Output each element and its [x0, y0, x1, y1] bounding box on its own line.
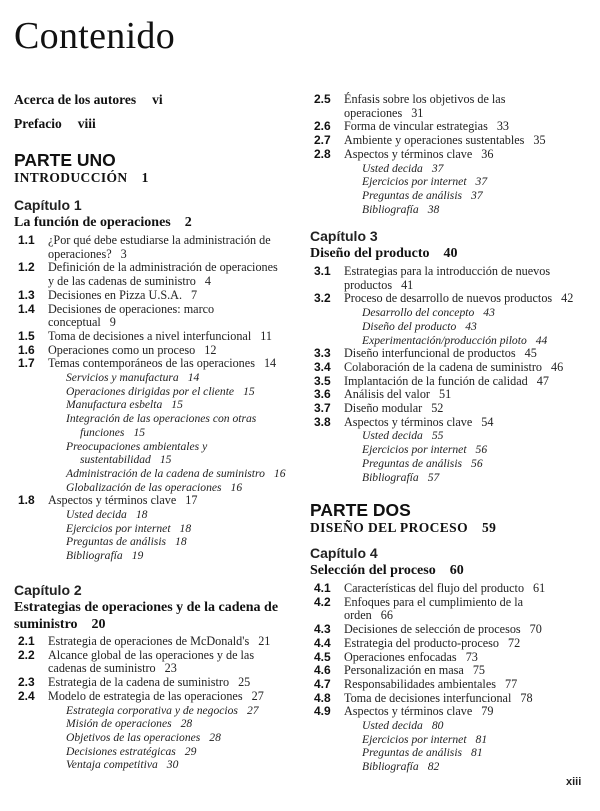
section-title: Temas contemporáneos de las operaciones [48, 356, 255, 371]
section-title-cont: operaciones? [48, 246, 112, 261]
section-page: 42 [561, 291, 574, 306]
subsection-entry[interactable] [310, 203, 595, 217]
section-title: Estrategias para la introducción de nuevos [344, 264, 551, 278]
section-page: 75 [472, 663, 485, 678]
section-entry[interactable] [14, 494, 302, 508]
section-title-cont: y de las cadenas de suministro [48, 274, 196, 289]
subsection-entry[interactable] [14, 758, 302, 772]
part-heading: PARTE DOS [310, 500, 411, 520]
section-number: 1.5 [18, 328, 35, 343]
subsection-title: Ejercicios por internet [362, 175, 467, 189]
subsection-title: Ejercicios por internet [362, 732, 467, 746]
subsection-entry[interactable] [14, 522, 302, 536]
subsection-title: Ejercicios por internet [66, 521, 171, 535]
section-number: 3.5 [314, 373, 331, 388]
section-page: 51 [438, 387, 452, 402]
subsection-page: 81 [471, 746, 483, 760]
section-number: 3.2 [314, 291, 331, 306]
subsection-page: 56 [475, 443, 488, 457]
section-entry[interactable] [14, 234, 302, 261]
toc-entry-acerca-de-los-autores[interactable] [14, 92, 302, 108]
section-number: 4.5 [314, 649, 331, 664]
subsection-entry[interactable] [14, 745, 302, 759]
subsection-title-cont: sustentabilidad [80, 453, 151, 467]
entry-title: Acerca de los autores [14, 92, 137, 107]
section-page: 33 [496, 119, 510, 134]
section-page: 11 [260, 328, 272, 343]
section-title: Proceso de desarrollo de nuevos productos [344, 291, 553, 306]
subsection-entry[interactable] [14, 717, 302, 731]
subsection-entry[interactable] [14, 440, 302, 467]
chapter-2 [14, 582, 302, 772]
chapter-title[interactable] [310, 245, 595, 262]
subsection-entry[interactable] [310, 471, 595, 485]
section-title: Aspectos y términos clave [344, 414, 473, 429]
part-title-text: INTRODUCCIÓN [14, 170, 128, 185]
section-title: Responsabilidades ambientales [344, 676, 496, 691]
subsection-page: 43 [483, 306, 495, 320]
subsection-page: 18 [179, 521, 192, 535]
subsection-title: Ventaja competitiva [66, 758, 158, 772]
page-number: xiii [566, 776, 582, 788]
section-number: 3.8 [314, 414, 331, 429]
chapter-title-text: La función de operaciones [14, 215, 171, 230]
section-title-cont: operaciones [344, 105, 403, 120]
section-number: 1.3 [18, 287, 35, 302]
subsection-title: Usted decida [362, 161, 423, 175]
subsection-title: Usted decida [362, 429, 423, 443]
section-page: 27 [251, 688, 264, 703]
section-entry[interactable] [14, 289, 302, 303]
section-entry[interactable] [310, 134, 595, 148]
section-page: 61 [533, 581, 546, 595]
section-page: 78 [520, 690, 533, 705]
subsection-page: 44 [535, 333, 548, 347]
subsection-page: 38 [427, 202, 440, 216]
section-number: 2.2 [18, 647, 35, 662]
section-title-cont: productos [344, 277, 393, 292]
section-page: 41 [401, 277, 414, 292]
section-entry[interactable] [310, 637, 595, 651]
section-number: 1.8 [18, 493, 35, 508]
section-title: Colaboración de la cadena de suministro [344, 359, 542, 374]
section-entry[interactable] [310, 623, 595, 637]
section-entry[interactable] [310, 120, 595, 134]
section-page: 17 [185, 493, 198, 508]
subsection-page: 15 [159, 453, 172, 467]
subsection-entry[interactable] [310, 175, 595, 189]
subsection-entry[interactable] [310, 443, 595, 457]
subsection-page: 27 [246, 703, 259, 717]
section-page: 35 [533, 133, 546, 148]
section-entry[interactable] [14, 676, 302, 690]
chapter-4 [310, 545, 595, 774]
chapter-title-text: Selección del proceso [310, 563, 436, 578]
chapter-title[interactable] [14, 599, 302, 633]
section-title: Modelo de estrategia de las operaciones [48, 688, 243, 703]
section-entry[interactable] [310, 402, 595, 416]
part-heading: PARTE UNO [14, 150, 116, 170]
subsection-page: 14 [187, 371, 200, 385]
subsection-entry[interactable] [14, 704, 302, 718]
subsection-entry[interactable] [14, 371, 302, 385]
section-title-cont: cadenas de suministro [48, 661, 156, 676]
section-entry[interactable] [14, 357, 302, 371]
section-title: Forma de vincular estrategias [344, 119, 488, 134]
chapter-2-continued [310, 93, 595, 216]
section-number: 2.6 [314, 119, 331, 134]
subsection-title: Preocupaciones ambientales y [66, 439, 208, 453]
section-title: Operaciones como un proceso [48, 342, 196, 357]
part-title-text: DISEÑO DEL PROCESO [310, 520, 468, 535]
section-page: 47 [536, 373, 549, 388]
subsection-title-cont: funciones [80, 425, 125, 439]
section-number: 1.6 [18, 342, 35, 357]
section-page: 9 [109, 315, 116, 330]
section-entry[interactable] [310, 148, 595, 162]
subsection-page: 30 [166, 758, 179, 772]
section-title: Decisiones en Pizza U.S.A. [48, 287, 183, 302]
section-page: 4 [204, 274, 211, 289]
section-page: 77 [504, 676, 518, 691]
chapter-title-text: Estrategias de operaciones y de la cadena de [14, 600, 279, 615]
subsection-title: Integración de las operaciones con otras [66, 412, 257, 426]
section-number: 1.2 [18, 260, 35, 275]
subsection-entry[interactable] [310, 760, 595, 774]
subsection-title: Decisiones estratégicas [66, 744, 176, 758]
entry-title: Prefacio [14, 116, 62, 131]
section-entry[interactable] [310, 692, 595, 706]
section-page: 14 [263, 356, 277, 371]
subsection-title: Manufactura esbelta [66, 398, 163, 412]
section-title: Ambiente y operaciones sustentables [344, 133, 525, 148]
subsection-title: Preguntas de análisis [362, 456, 463, 470]
subsection-title: Servicios y manufactura [66, 371, 179, 385]
section-title: Diseño interfuncional de productos [344, 346, 516, 361]
subsection-entry[interactable] [310, 733, 595, 747]
part-dos[interactable] [310, 501, 595, 536]
section-title: Alcance global de las operaciones y de las [48, 647, 255, 662]
section-page: 3 [120, 246, 127, 261]
chapter-label: Capítulo 4 [310, 545, 378, 561]
section-title-cont: orden [344, 608, 372, 623]
section-entry[interactable] [14, 344, 302, 358]
subsection-title: Bibliografía [362, 202, 419, 216]
section-page: 73 [465, 649, 478, 664]
subsection-page: 16 [273, 466, 286, 480]
section-number: 4.6 [314, 663, 331, 678]
section-number: 3.1 [314, 264, 331, 278]
subsection-entry[interactable] [310, 189, 595, 203]
section-number: 3.6 [314, 387, 331, 402]
subsection-page: 57 [427, 470, 440, 484]
section-title: ¿Por qué debe estudiarse la administración de [48, 233, 271, 247]
subsection-title: Preguntas de análisis [362, 188, 463, 202]
subsection-entry[interactable] [310, 334, 595, 348]
subsection-entry[interactable] [14, 508, 302, 522]
subsection-entry[interactable] [310, 320, 595, 334]
subsection-title: Bibliografía [66, 549, 123, 563]
subsection-page: 15 [243, 384, 255, 398]
subsection-title: Experimentación/producción piloto [362, 333, 527, 347]
subsection-page: 82 [427, 760, 440, 774]
section-page: 31 [411, 105, 424, 120]
subsection-entry[interactable] [14, 467, 302, 481]
subsection-entry[interactable] [310, 306, 595, 320]
section-number: 4.2 [314, 594, 331, 609]
chapter-label: Capítulo 2 [14, 582, 82, 598]
section-number: 4.4 [314, 635, 331, 650]
section-title: Estrategia de la cadena de suministro [48, 675, 230, 690]
section-title: Estrategia de operaciones de McDonald's [48, 634, 250, 648]
section-title-cont: conceptual [48, 315, 101, 330]
subsection-entry[interactable] [310, 746, 595, 760]
section-title: Definición de la administración de operaciones [48, 260, 278, 275]
section-page: 46 [550, 359, 564, 374]
section-number: 2.3 [18, 675, 35, 690]
section-entry[interactable] [310, 678, 595, 692]
chapter-page: 40 [443, 246, 458, 261]
subsection-page: 80 [431, 719, 444, 733]
subsection-title: Preguntas de análisis [362, 746, 463, 760]
section-page: 54 [481, 414, 494, 429]
section-entry[interactable] [310, 664, 595, 678]
part-title [310, 519, 595, 536]
chapter-1 [14, 197, 302, 563]
section-page: 23 [164, 661, 177, 676]
subsection-title: Usted decida [362, 719, 423, 733]
section-number: 4.7 [314, 676, 331, 691]
subsection-entry[interactable] [14, 481, 302, 495]
section-number: 2.8 [314, 146, 331, 161]
part-uno[interactable] [14, 151, 302, 186]
section-title: Personalización en masa [344, 663, 464, 678]
section-entry[interactable] [310, 651, 595, 665]
section-number: 2.4 [18, 688, 35, 703]
subsection-page: 55 [431, 429, 444, 443]
section-title: Aspectos y términos clave [344, 146, 473, 161]
section-entry[interactable] [310, 375, 595, 389]
subsection-page: 37 [431, 161, 444, 175]
section-page: 52 [431, 401, 444, 416]
subsection-page: 28 [180, 717, 193, 731]
section-number: 3.4 [314, 359, 331, 374]
entry-page: viii [77, 116, 96, 131]
section-entry[interactable] [310, 596, 595, 623]
chapter-label: Capítulo 1 [14, 197, 82, 213]
chapter-page: 2 [184, 215, 192, 230]
subsection-title: Diseño del producto [362, 319, 457, 333]
section-title: Aspectos y términos clave [344, 704, 473, 719]
subsection-entry[interactable] [14, 549, 302, 563]
subsection-title: Misión de operaciones [66, 717, 172, 731]
chapter-label: Capítulo 3 [310, 228, 378, 244]
section-number: 1.4 [18, 301, 35, 316]
subsection-page: 37 [475, 175, 488, 189]
section-page: 70 [529, 622, 542, 637]
subsection-page: 15 [133, 425, 146, 439]
subsection-title: Usted decida [66, 508, 127, 522]
section-number: 2.5 [314, 92, 331, 106]
subsection-entry[interactable] [14, 385, 302, 399]
subsection-title: Bibliografía [362, 470, 419, 484]
section-page: 66 [380, 608, 393, 623]
subsection-title: Ejercicios por internet [362, 443, 467, 457]
section-entry[interactable] [310, 388, 595, 402]
subsection-page: 18 [135, 508, 148, 522]
subsection-page: 15 [171, 398, 183, 412]
section-title: Decisiones de operaciones: marco [48, 301, 215, 316]
subsection-page: 19 [131, 549, 144, 563]
section-page: 7 [191, 287, 198, 302]
subsection-page: 28 [209, 730, 221, 744]
subsection-title: Globalización de las operaciones [66, 480, 222, 494]
subsection-title: Operaciones dirigidas por el cliente [66, 384, 235, 398]
section-entry[interactable] [310, 347, 595, 361]
chapter-3 [310, 228, 595, 484]
subsection-page: 43 [465, 319, 477, 333]
subsection-entry[interactable] [14, 412, 302, 439]
section-entry[interactable] [14, 303, 302, 330]
section-page: 12 [204, 342, 217, 357]
subsection-title: Desarrollo del concepto [362, 306, 475, 320]
subsection-title: Administración de la cadena de suministro [66, 466, 265, 480]
section-entry[interactable] [310, 416, 595, 430]
part-page: 1 [141, 170, 149, 185]
section-page: 21 [258, 634, 271, 648]
chapter-title-text-cont: suministro [14, 617, 78, 632]
section-number: 2.1 [18, 634, 35, 648]
section-page: 79 [481, 704, 494, 719]
section-number: 1.1 [18, 233, 35, 247]
chapter-page: 60 [449, 563, 464, 578]
section-page: 45 [524, 346, 537, 361]
subsection-title: Bibliografía [362, 760, 419, 774]
section-title: Operaciones enfocadas [344, 649, 457, 664]
subsection-title: Objetivos de las operaciones [66, 730, 201, 744]
section-number: 3.7 [314, 401, 331, 416]
subsection-entry[interactable] [310, 162, 595, 176]
section-entry[interactable] [310, 93, 595, 120]
section-entry[interactable] [14, 261, 302, 288]
subsection-entry[interactable] [310, 429, 595, 443]
subsection-entry[interactable] [14, 731, 302, 745]
chapter-title[interactable] [310, 562, 595, 579]
section-title: Decisiones de selección de procesos [344, 622, 521, 637]
section-number: 3.3 [314, 346, 331, 361]
chapter-title[interactable] [14, 214, 302, 231]
subsection-page: 81 [475, 732, 488, 746]
subsection-entry[interactable] [310, 457, 595, 471]
subsection-entry[interactable] [14, 398, 302, 412]
section-number: 1.7 [18, 356, 35, 371]
section-title: Implantación de la función de calidad [344, 373, 528, 388]
toc-entry-prefacio[interactable] [14, 116, 302, 132]
page-title: Contenido [14, 15, 176, 57]
subsection-entry[interactable] [310, 719, 595, 733]
section-title: Características del flujo del producto [344, 581, 525, 595]
subsection-title: Estrategia corporativa y de negocios [66, 703, 238, 717]
section-number: 4.9 [314, 704, 331, 719]
part-page: 59 [482, 520, 497, 535]
section-number: 4.1 [314, 581, 331, 595]
section-page: 36 [481, 146, 494, 161]
section-entry[interactable] [14, 649, 302, 676]
section-entry[interactable] [310, 292, 595, 306]
subsection-page: 56 [471, 456, 483, 470]
chapter-page: 20 [91, 617, 106, 632]
section-entry[interactable] [14, 690, 302, 704]
section-number: 4.8 [314, 690, 331, 705]
section-title: Aspectos y términos clave [48, 493, 177, 508]
section-title: Análisis del valor [344, 387, 430, 402]
subsection-page: 29 [184, 744, 197, 758]
section-title: Énfasis sobre los objetivos de las [344, 92, 506, 106]
subsection-title: Preguntas de análisis [66, 535, 167, 549]
section-title: Diseño modular [344, 401, 423, 416]
section-number: 4.3 [314, 622, 331, 637]
section-page: 72 [508, 635, 521, 650]
chapter-title-text: Diseño del producto [310, 246, 430, 261]
subsection-page: 18 [175, 535, 187, 549]
section-title: Estrategia del producto-proceso [344, 635, 499, 650]
section-entry[interactable] [310, 265, 595, 292]
section-page: 25 [238, 675, 251, 690]
section-title: Toma de decisiones interfuncional [344, 690, 512, 705]
part-title [14, 169, 302, 186]
entry-page: vi [152, 92, 163, 107]
subsection-page: 16 [230, 480, 243, 494]
section-entry[interactable] [310, 705, 595, 719]
section-entry[interactable] [14, 635, 302, 649]
section-title: Toma de decisiones a nivel interfuncional [48, 328, 252, 343]
section-title: Enfoques para el cumplimiento de la [344, 594, 524, 609]
section-entry[interactable] [310, 582, 595, 596]
section-number: 2.7 [314, 133, 331, 148]
subsection-page: 37 [471, 188, 483, 202]
section-entry[interactable] [310, 361, 595, 375]
subsection-entry[interactable] [14, 535, 302, 549]
section-entry[interactable] [14, 330, 302, 344]
